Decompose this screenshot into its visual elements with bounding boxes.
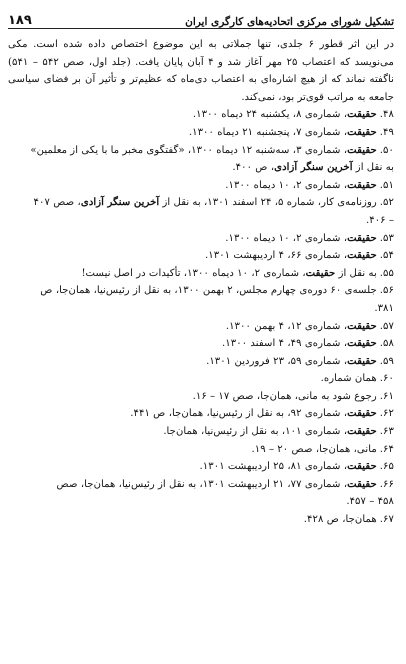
endnote-text: ، شماره‌ی ۵۹، ۲۳ فروردین ۱۳۰۱.: [206, 355, 348, 367]
endnote: [8, 511, 394, 529]
endnote-continuation: [8, 159, 394, 177]
endnote-source: حقیقت: [347, 407, 377, 420]
endnote: [8, 282, 394, 300]
endnote-text: ، شماره‌ی ۲، ۱۰ دیماه ۱۳۰۰، تأکیدات در اصل نیست!: [81, 267, 306, 279]
endnote-source: حقیقت: [347, 178, 377, 191]
endnote-text: ، شماره‌ی ۸، یکشنبه ۲۴ دیماه ۱۳۰۰.: [192, 109, 348, 121]
endnote-number: ۵۹.: [379, 355, 394, 367]
page-number: ۱۸۹: [8, 13, 32, 28]
endnote: [8, 194, 394, 212]
endnote-source: حقیقت: [347, 319, 377, 332]
endnote-text: ، شماره‌ی ۸۱، ۲۵ اردیبهشت ۱۳۰۱.: [199, 461, 348, 473]
running-header: [8, 6, 394, 29]
endnote-number: ۴۸.: [379, 109, 394, 121]
endnote-source: حقیقت: [347, 231, 377, 244]
endnote: [8, 106, 394, 124]
endnote: [8, 353, 394, 371]
endnote-source: حقیقت: [347, 460, 377, 473]
endnote-number: ۵۸.: [379, 338, 394, 350]
endnote-text: ۳۸۱.: [374, 302, 394, 314]
running-title: تشکیل شورای مرکزی اتحادیه‌های کارگری ایران: [185, 16, 394, 28]
endnote-text: ، صص ۴۰۷: [33, 197, 81, 209]
endnote-number: ۵۲.: [379, 197, 394, 209]
endnote: [8, 458, 394, 476]
intro-paragraph: در این اثر قطور ۶ جلدی، تنها جملاتی به این موضوع اختصاص داده شده است. مکی می‌نویسد که اعتصاب ۲۵ مهر آغاز شد و ۴ آبان پایان یافت. (جلد اول، صص ۵۴۲ – ۵۴۱) ناگفته نماند که از هیچ اشاره‌ای به اعتصاب دی‌ماه که عظیم‌تر و تأثیر آن بر فضای سیاسی جامعه به مراتب قوی‌تر بود، نمی‌کند.: [8, 39, 395, 103]
endnote-text: به نقل از: [335, 267, 377, 279]
endnote: [8, 124, 394, 142]
endnote-continuation: [8, 300, 394, 318]
endnote-source: حقیقت: [347, 425, 377, 438]
endnote: [8, 318, 394, 336]
endnote-number: ۵۶.: [379, 285, 394, 297]
endnote-source: آخرین سنگر آزادی: [80, 196, 160, 209]
endnotes-list: [8, 106, 394, 528]
endnote-continuation: [8, 212, 394, 230]
endnote-text: ، شماره‌ی ۱۰۱، به نقل از رئیس‌نیا، همان‌جا.: [163, 426, 348, 438]
endnote-text: روزنامه‌ی کار، شماره ۵، ۲۴ اسفند ۱۳۰۱، به نقل از: [159, 197, 377, 209]
endnote-source: حقیقت: [347, 125, 377, 138]
endnote-text: به نقل از: [352, 162, 394, 174]
endnote-number: ۵۱.: [379, 179, 394, 191]
endnote: [8, 476, 394, 494]
endnote-text: ، شماره‌ی ۱۲، ۴ بهمن ۱۳۰۰.: [225, 320, 348, 332]
endnote-text: رجوع شود به مانی، همان‌جا، صص ۱۷ – ۱۶.: [192, 390, 377, 402]
endnote-text: – ۴۰۶.: [365, 214, 394, 226]
endnote: [8, 335, 394, 353]
endnote: [8, 423, 394, 441]
endnote: [8, 142, 394, 160]
endnote-text: همان‌جا، ص ۴۲۸.: [303, 514, 377, 526]
endnote: [8, 265, 394, 283]
endnote-number: ۵۳.: [379, 232, 394, 244]
endnote-number: ۶۲.: [379, 408, 394, 420]
endnote-text: ، شماره‌ی ۲، ۱۰ دیماه ۱۳۰۰.: [225, 179, 348, 191]
endnote-source: حقیقت: [347, 354, 377, 367]
endnote-number: ۴۹.: [379, 126, 394, 138]
endnote-text: مانی، همان‌جا، صص ۲۰ – ۱۹.: [251, 443, 377, 455]
endnote-text: ، ص ۴۰۰.: [232, 162, 275, 174]
endnote-number: ۵۵.: [379, 267, 394, 279]
endnote: [8, 230, 394, 248]
endnote: [8, 370, 394, 388]
endnote-text: همان شماره.: [320, 373, 377, 385]
endnote-source: حقیقت: [347, 477, 377, 490]
endnote-text: ، شماره‌ی ۷، پنجشنبه ۲۱ دیماه ۱۳۰۰.: [188, 126, 348, 138]
endnote-text: ، شماره‌ی ۷۷، ۲۱ اردیبهشت ۱۳۰۱، به نقل از رئیس‌نیا، همان‌جا، صص: [56, 478, 348, 490]
endnote-text: جلسه‌ی ۶۰ دوره‌ی چهارم مجلس، ۲ بهمن ۱۳۰۰، به نقل از رئیس‌نیا، همان‌جا، ص: [40, 285, 377, 297]
endnote: [8, 405, 394, 423]
endnote-text: ، شماره‌ی ۲، ۱۰ دیماه ۱۳۰۰.: [225, 232, 348, 244]
endnote-number: ۵۷.: [379, 320, 394, 332]
endnote-number: ۶۷.: [379, 514, 394, 526]
endnote-text: ، شماره‌ی ۴۹، ۴ اسفند ۱۳۰۰.: [222, 338, 348, 350]
endnote-source: حقیقت: [347, 108, 377, 121]
endnote-text: ، شماره‌ی ۳، سه‌شنبه ۱۲ دیماه ۱۳۰۰، «گفتگوی مخبر ما با یکی از معلمین»: [30, 144, 348, 156]
endnote-number: ۵۴.: [379, 250, 394, 262]
endnote: [8, 247, 394, 265]
endnote-text: ، شماره‌ی ۶۶، ۴ اردیبهشت ۱۳۰۱.: [205, 250, 348, 262]
endnote: [8, 177, 394, 195]
endnote: [8, 388, 394, 406]
endnote-text: ، شماره‌ی ۹۲، به نقل از رئیس‌نیا، همان‌جا، ص ۴۴۱.: [130, 408, 348, 420]
endnote-number: ۶۵.: [379, 461, 394, 473]
endnote-number: ۶۳.: [379, 426, 394, 438]
endnote-source: حقیقت: [347, 337, 377, 350]
endnote-number: ۶۱.: [379, 390, 394, 402]
endnote-number: ۶۶.: [379, 478, 394, 490]
endnote-text: ۴۵۸ – ۴۵۷.: [346, 496, 394, 508]
endnote-number: ۶۴.: [379, 443, 394, 455]
endnote-continuation: [8, 493, 394, 511]
endnote-source: حقیقت: [305, 266, 336, 279]
endnote: [8, 441, 394, 459]
endnote-source: حقیقت: [347, 249, 377, 262]
endnote-number: ۵۰.: [379, 144, 394, 156]
endnote-source: آخرین سنگر آزادی: [274, 161, 353, 174]
endnote-source: حقیقت: [347, 143, 377, 156]
endnote-number: ۶۰.: [379, 373, 394, 385]
